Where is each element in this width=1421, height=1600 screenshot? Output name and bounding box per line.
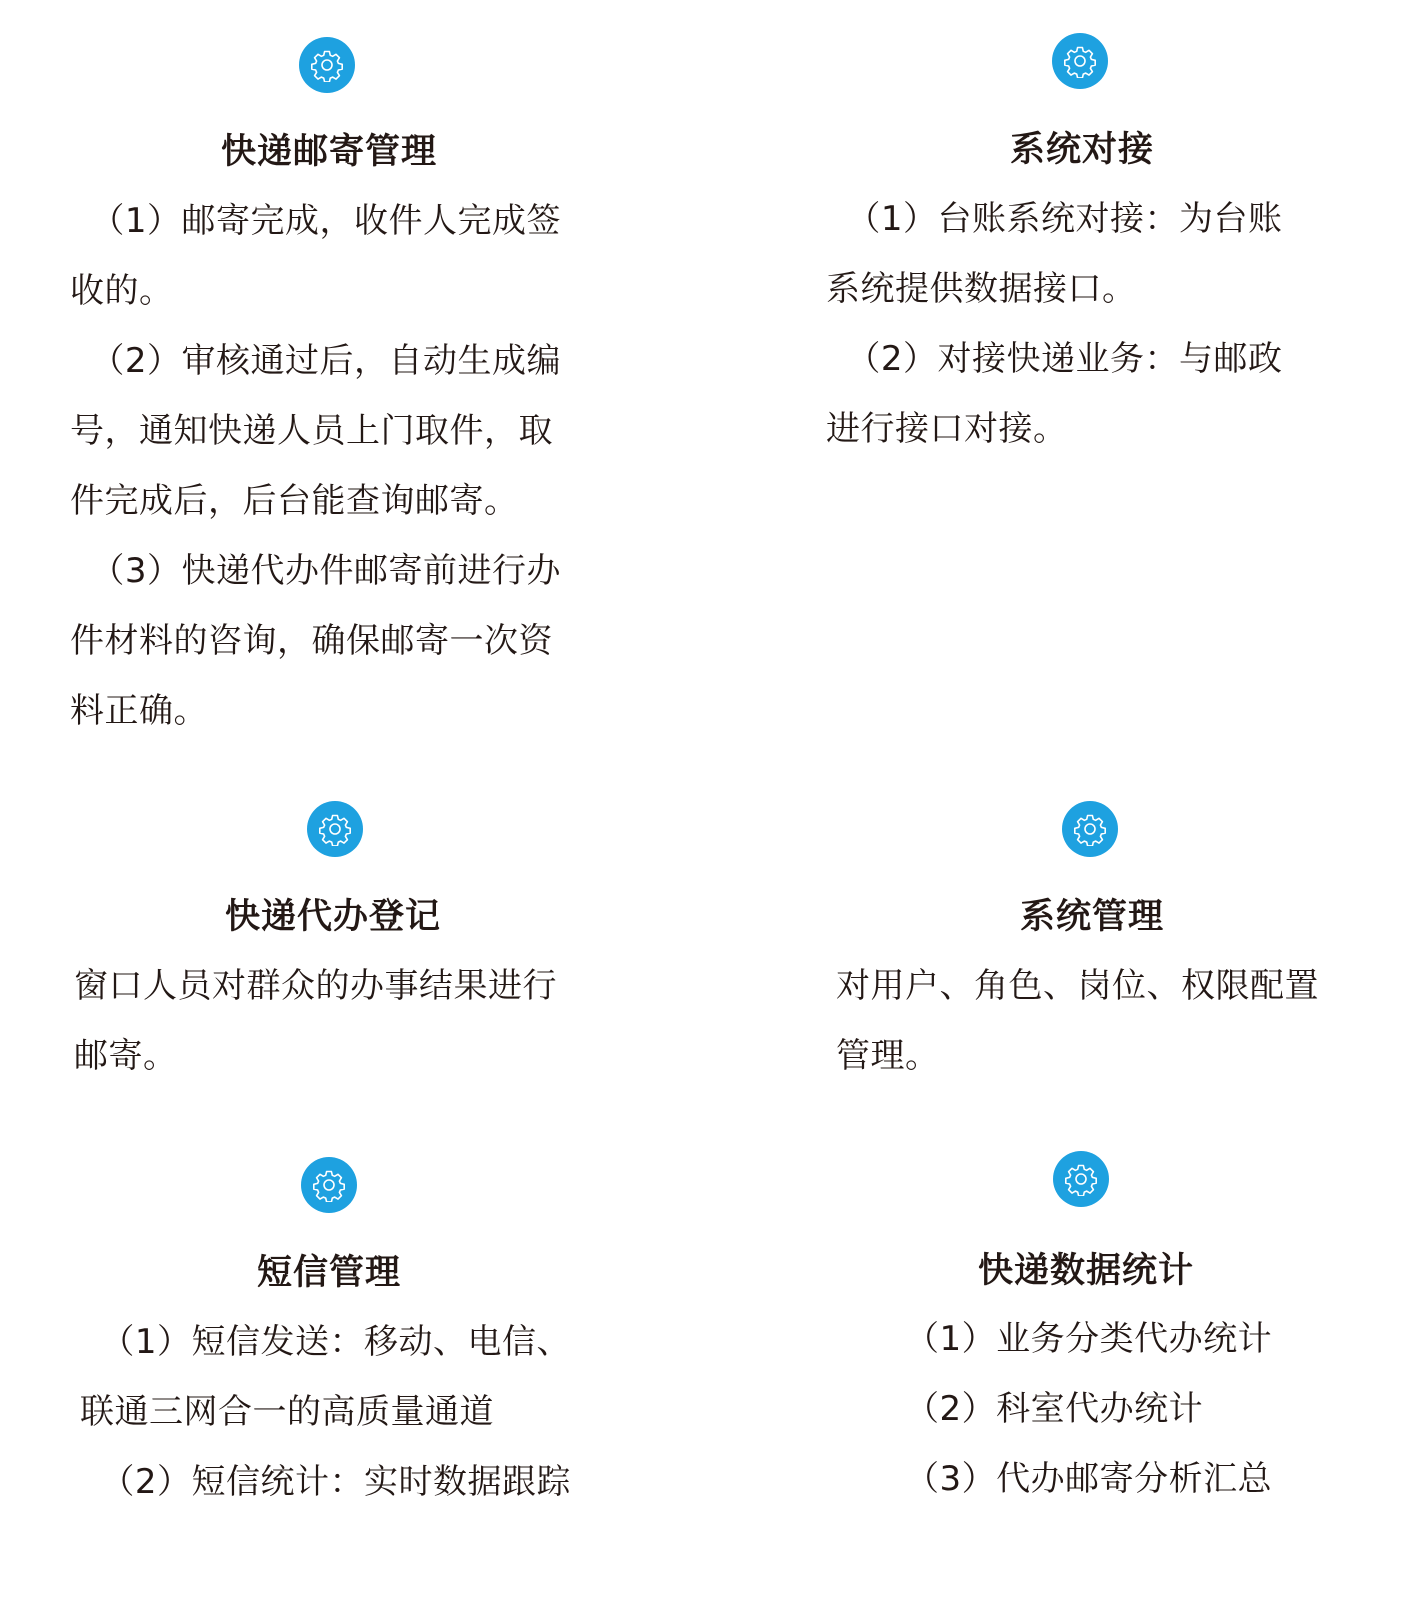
card-body <box>836 951 1341 1091</box>
list-item: （1）邮寄完成，收件人完成签收的。 <box>70 201 562 311</box>
card-title: 短信管理 <box>257 1253 402 1293</box>
gear-icon <box>1062 801 1118 857</box>
card-body <box>826 184 1316 464</box>
card-title: 快递代办登记 <box>225 897 442 937</box>
list-item: （1）台账系统对接：为台账系统提供数据接口。 <box>826 199 1283 309</box>
list-item: （2）审核通过后，自动生成编号，通知快递人员上门取件，取件完成后，后台能查询邮寄。 <box>70 341 562 521</box>
card-body <box>80 1307 571 1517</box>
card-body <box>905 1304 1272 1514</box>
card-title: 系统管理 <box>1020 897 1165 937</box>
card-body <box>70 186 570 746</box>
list-item: （3）快递代办件邮寄前进行办件材料的咨询，确保邮寄一次资料正确。 <box>70 551 562 731</box>
list-item: （2）短信统计：实时数据跟踪 <box>100 1462 572 1502</box>
gear-icon <box>299 37 355 93</box>
card-title: 快递数据统计 <box>978 1251 1195 1291</box>
list-item: 窗口人员对群众的办事结果进行邮寄。 <box>74 966 557 1076</box>
list-item: （1）短信发送：移动、电信、 <box>100 1322 572 1362</box>
gear-icon <box>1053 1151 1109 1207</box>
gear-icon <box>307 801 363 857</box>
card-body <box>74 951 574 1091</box>
list-item: 对用户、角色、岗位、权限配置管理。 <box>836 966 1319 1076</box>
list-item: （2）对接快递业务：与邮政进行接口对接。 <box>826 339 1283 449</box>
gear-icon <box>1052 33 1108 89</box>
list-item: （2）科室代办统计 <box>905 1389 1204 1429</box>
list-item: （1）业务分类代办统计 <box>905 1319 1273 1359</box>
card-title: 快递邮寄管理 <box>221 132 438 172</box>
gear-icon <box>301 1157 357 1213</box>
card-title: 系统对接 <box>1010 130 1155 170</box>
list-item: 联通三网合一的高质量通道 <box>80 1392 494 1432</box>
list-item: （3）代办邮寄分析汇总 <box>905 1459 1273 1499</box>
